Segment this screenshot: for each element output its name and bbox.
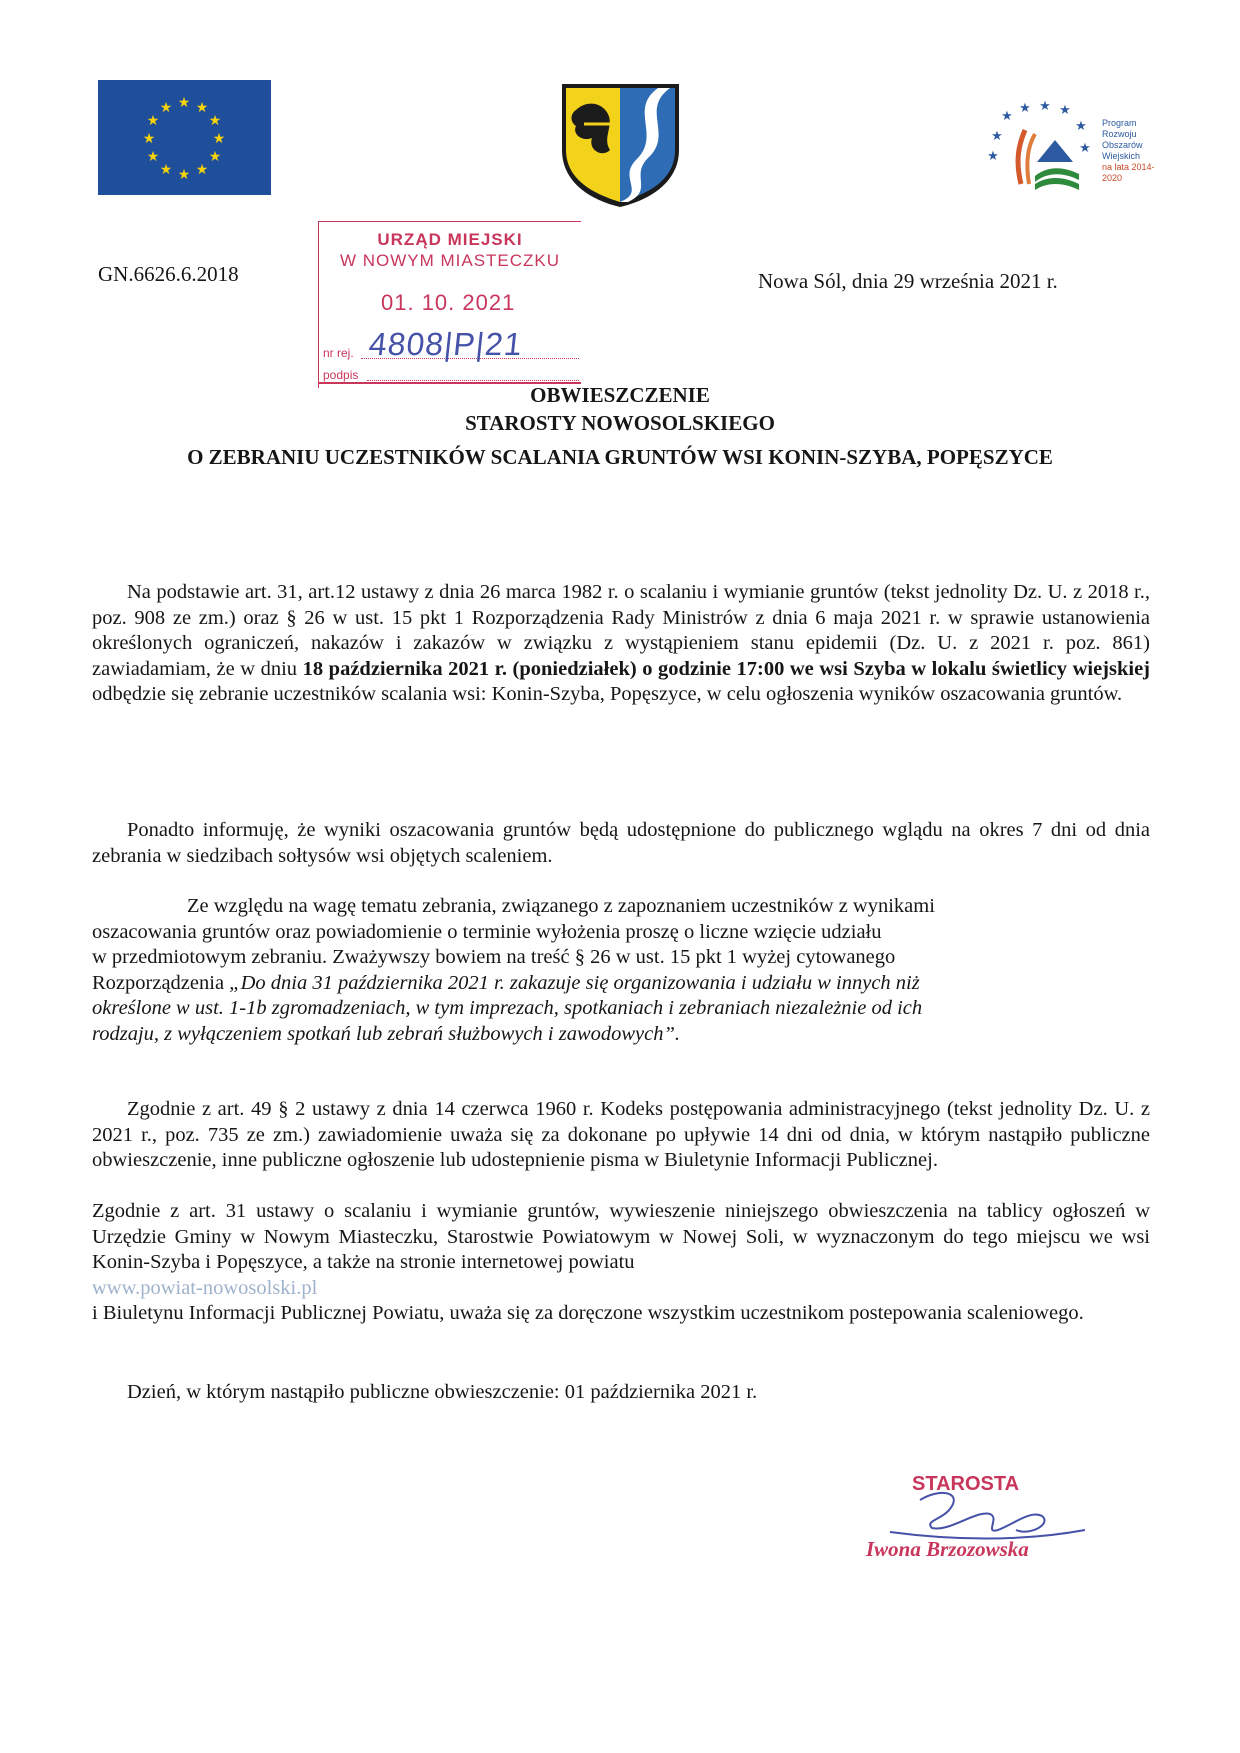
eu-flag-icon (98, 80, 271, 195)
stamp-line2: W NOWYM MIASTECZKU (339, 251, 561, 270)
svg-text:★: ★ (1039, 100, 1051, 114)
signature-title: STAROSTA (912, 1473, 1020, 1495)
prow-logo-icon (985, 100, 1165, 200)
meeting-datetime: 18 października 2021 r. (poniedziałek) o godzinie 17:00 we wsi Szyba w lokalu świetlicy wiejskiej (302, 657, 1151, 680)
regulation-quote-line: rodzaju, z wyłączeniem spotkań lub zebrań służbowych i zawodowych”. (92, 1022, 681, 1045)
svg-text:★: ★ (208, 149, 222, 165)
svg-text:★: ★ (195, 162, 209, 178)
svg-text:★: ★ (212, 131, 226, 147)
paragraph-1-text: Na podstawie art. 31, art.12 ustawy z dnia 26 marca 1982 r. o scalaniu i wymianie gruntów (tekst jednolity Dz. U. z 2018 r., poz. 908 ze zm.) oraz § 26 w ust. 15 pkt 1 Rozporządzenia Rady Ministrów z dnia 6 maja 2021 r. w sprawie ustanowienia określonych ograniczeń, nakazów i zakazów w związku z wystąpieniem stanu epidemii (Dz. U. z 2021 r. poz. 861) zawiadamiam, że w dniu (92, 581, 1150, 680)
coat-of-arms-icon (558, 80, 683, 210)
prow-line: na lata 2014-2020 (1102, 162, 1155, 183)
paragraph-3-line: Ze względu na wagę tematu zebrania, związanego z zapoznaniem uczestników z wynikami (187, 895, 935, 917)
svg-text:★: ★ (177, 167, 191, 183)
stamp-podpis-label: podpis (323, 368, 359, 382)
regulation-quote-line: określone w ust. 1-1b zgromadzeniach, w tym imprezach, spotkaniach i zebraniach niezależnie od ich (92, 997, 923, 1019)
paragraph-3-line: oszacowania gruntów oraz powiadomienie o terminie wyłożenia proszę o liczne wzięcie udziału (92, 920, 882, 943)
svg-text:★: ★ (159, 100, 173, 116)
svg-text:★: ★ (1001, 109, 1013, 124)
svg-text:★: ★ (208, 113, 222, 129)
svg-text:★: ★ (146, 149, 160, 165)
stamp-dotted-line (367, 380, 579, 381)
paragraph-5-text-end: i Biuletynu Informacji Publicznej Powiatu, uważa się za doręczone wszystkim uczestnikom postepowania scaleniowego. (92, 1302, 1084, 1324)
prow-line: Program (1102, 118, 1137, 128)
svg-text:★: ★ (1075, 119, 1087, 134)
registration-stamp (318, 221, 581, 388)
svg-text:★: ★ (146, 113, 160, 129)
svg-text:★: ★ (142, 131, 156, 147)
signature-name: Iwona Brzozowska (866, 1537, 1029, 1561)
title-line2: STAROSTY NOWOSOLSKIEGO (465, 411, 775, 435)
svg-text:★: ★ (159, 162, 173, 178)
prow-line: Rozwoju (1102, 129, 1137, 139)
paragraph-1-text-end: odbędzie się zebranie uczestników scalania wsi: Konin-Szyba, Popęszyce, w celu ogłoszenia wyników oszacowania gruntów. (92, 683, 1123, 705)
svg-text:★: ★ (195, 100, 209, 116)
paragraph-3-line (92, 971, 1150, 997)
prow-line: Wiejskich (1102, 151, 1141, 161)
regulation-quote: „Do dnia 31 października 2021 r. zakazuje się organizowania i udziału w innych niż (229, 971, 920, 994)
stamp-nr-rej-value: 4808|P|21 (367, 326, 525, 362)
svg-text:★: ★ (1019, 101, 1031, 116)
prow-line: Obszarów (1102, 140, 1143, 150)
paragraph-1 (92, 580, 1150, 708)
stamp-nr-rej-label: nr rej. (323, 346, 354, 360)
reference-number: GN.6626.6.2018 (98, 262, 239, 286)
paragraph-3-line: w przedmiotowym zebraniu. Zważywszy bowiem na treść § 26 w ust. 15 pkt 1 wyżej cytowanego (92, 946, 896, 968)
paragraph-5-text: Zgodnie z art. 31 ustawy o scalaniu i wymianie gruntów, wywieszenie niniejszego obwieszczenia na tablicy ogłoszeń w Urzędzie Gminy w Nowym Miasteczku, Starostwie Powiatowym w Nowej Soli, w wyznaczonym do tego miejscu we wsi Konin-Szyba i Popęszyce, a także na stronie internetowej powiatu (92, 1200, 1150, 1273)
place-date: Nowa Sól, dnia 29 września 2021 r. (758, 269, 1058, 293)
paragraph-3-text: Rozporządzenia (92, 971, 230, 994)
svg-text:★: ★ (1079, 141, 1091, 156)
svg-text:★: ★ (177, 95, 191, 111)
svg-text:★: ★ (991, 129, 1003, 144)
stamp-date: 01. 10. 2021 (381, 290, 516, 315)
svg-text:★: ★ (987, 149, 999, 164)
title-line3: O ZEBRANIU UCZESTNIKÓW SCALANIA GRUNTÓW WSI KONIN-SZYBA, POPĘSZYCE (187, 445, 1053, 469)
paragraph-6: Dzień, w którym nastąpiło publiczne obwieszczenie: 01 października 2021 r. (127, 1381, 758, 1403)
svg-text:★: ★ (1059, 103, 1071, 118)
paragraph-2: Ponadto informuję, że wyniki oszacowania gruntów będą udostępnione do publicznego wglądu na okres 7 dni od dnia zebrania w siedzibach sołtysów wsi objętych scaleniem. (92, 819, 1150, 867)
county-website-link[interactable]: www.powiat-nowosolski.pl (92, 1276, 318, 1299)
title-line1: OBWIESZCZENIE (530, 383, 710, 407)
prow-logo-text (1102, 118, 1172, 184)
paragraph-4: Zgodnie z art. 49 § 2 ustawy z dnia 14 czerwca 1960 r. Kodeks postępowania administracyjnego (tekst jednolity Dz. U. z 2021 r., poz. 735 ze zm.) zawiadomienie uważa się za dokonane po upływie 14 dni od dnia, w którym nastąpiło publiczne obwieszczenie, inne publiczne ogłoszenie lub udostepnienie pisma w Biuletynie Informacji Publicznej. (92, 1098, 1150, 1171)
paragraph-5 (92, 1199, 1150, 1327)
stamp-line1: URZĄD MIEJSKI (377, 230, 523, 249)
paragraph-3 (92, 894, 1150, 1047)
